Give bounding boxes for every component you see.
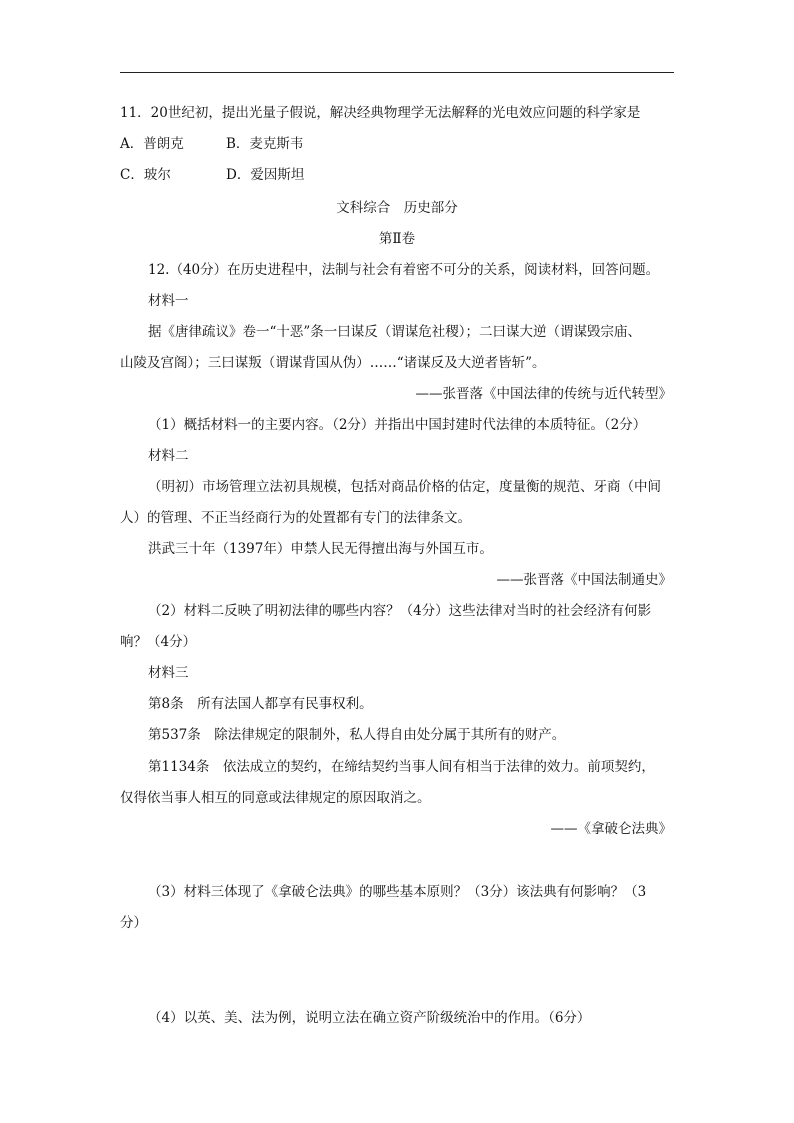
q11-options-row-2 [120,166,304,184]
q12-sub-1: （1）概括材料一的主要内容。（2分）并指出中国封建时代法律的本质特征。（2分） [148,417,647,433]
material-1-line-1: 据《唐律疏议》卷一“十恶”条一曰谋反（谓谋危社稷）；二曰谋大逆（谓谋毁宗庙、 [148,324,642,340]
q11-option-a: A．普朗克 [120,136,184,152]
material-2-line-2: 人）的管理、不正当经商行为的处置都有专门的法律条文。 [120,510,471,526]
q12-intro: 12.（40分）在历史进程中，法制与社会有着密不可分的关系，阅读材料，回答问题。 [148,262,660,278]
material-1-source: ——张晋落《中国法律的传统与近代转型》 [415,386,672,402]
material-2-line-3: 洪武三十年（1397年）申禁人民无得擅出海与外国互市。 [148,541,493,557]
material-1-line-2: 山陵及宫阁）；三曰谋叛（谓谋背国从伪）……“诸谋反及大逆者皆斩”。 [120,355,546,371]
material-3-label: 材料三 [148,665,189,681]
q12-sub-2-line-2: 响？（4分） [120,634,197,650]
q11-option-d: D．爱因斯坦 [226,167,305,183]
material-3-article-537: 第537条 除法律规定的限制外，私人得自由处分属于其所有的财产。 [148,727,566,743]
q12-sub-2-line-1: （2）材料二反映了明初法律的哪些内容？（4分）这些法律对当时的社会经济有何影 [148,603,652,619]
q11-options-row-1 [120,135,303,153]
material-3-article-8: 第8条 所有法国人都享有民事权利。 [148,696,373,712]
material-2-label: 材料二 [148,448,189,464]
material-2-source: ——张晋落《中国法制通史》 [496,572,672,588]
q12-sub-3-line-1: （3）材料三体现了《拿破仑法典》的哪些基本原则？（3分）该法典有何影响？（3 [148,884,647,900]
q12-sub-4: （4）以英、美、法为例，说明立法在确立资产阶级统治中的作用。（6分） [148,1010,591,1026]
q12-sub-3-line-2: 分） [120,915,147,931]
material-2-line-1: （明初）市场管理立法初具规模，包括对商品价格的估定，度量衡的规范、牙商（中间 [148,479,661,495]
volume-title: 第Ⅱ卷 [378,231,416,247]
material-3-article-1134-line-1: 第1134条 依法成立的契约，在缔结契约当事人间有相当于法律的效力。前项契约， [148,759,655,775]
header-rule [120,72,674,73]
q11-option-c: C．玻尔 [120,167,171,183]
material-1-label: 材料一 [148,293,189,309]
material-3-source: ——《拿破仑法典》 [550,821,672,837]
material-3-article-1134-line-2: 仅得依当事人相互的同意或法律规定的原因取消之。 [120,790,431,806]
q11-option-b: B．麦克斯韦 [226,136,304,152]
q11-stem: 11．20世纪初，提出光量子假说，解决经典物理学无法解释的光电效应问题的科学家是 [120,105,641,121]
section-title: 文科综合 历史部分 [336,200,458,216]
